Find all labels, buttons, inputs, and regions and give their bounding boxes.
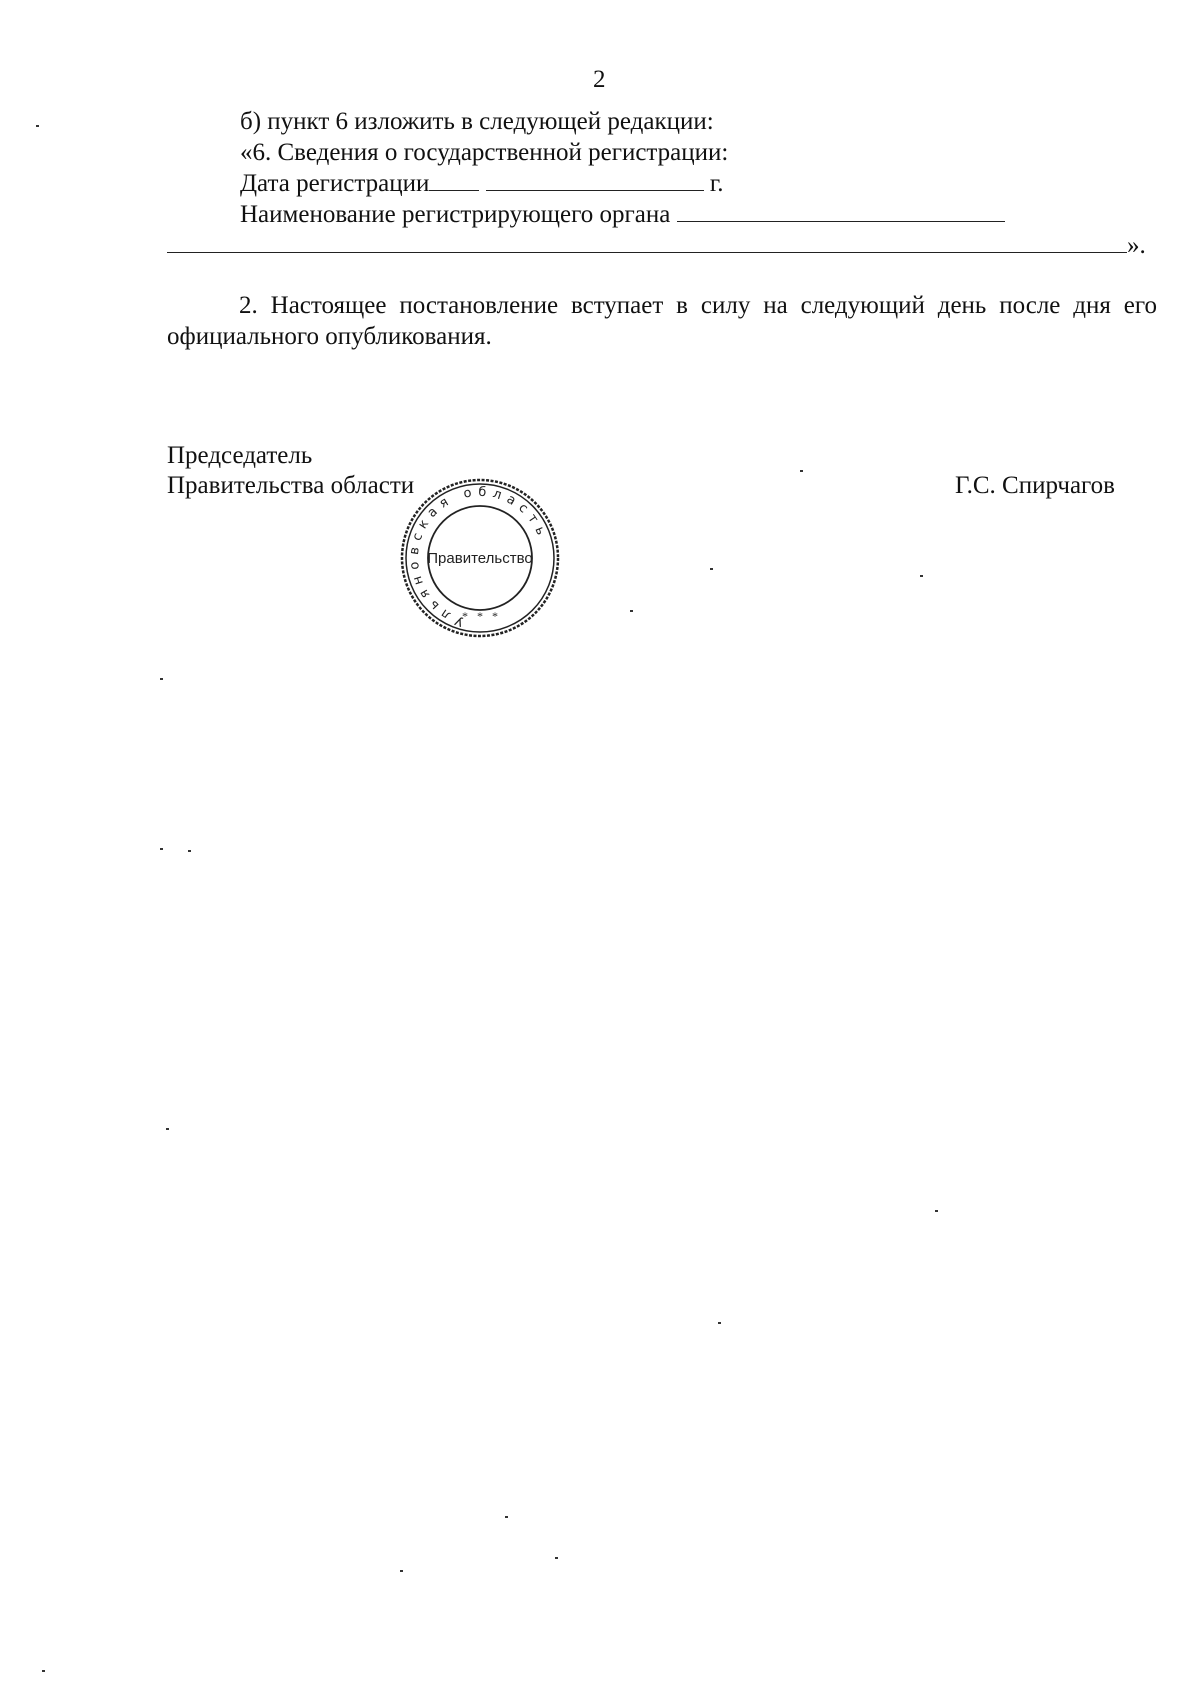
scan-speck — [42, 1670, 45, 1672]
page-number: 2 — [593, 66, 606, 93]
authority-blank-2 — [167, 230, 1127, 253]
stamp-center-text: Правительство — [427, 550, 533, 567]
amendment-line-1: б) пункт 6 изложить в следующей редакции: — [240, 108, 714, 135]
scan-speck — [400, 1570, 403, 1572]
authority-continuation-row — [167, 230, 1146, 261]
scan-speck — [800, 470, 803, 472]
registration-date-row — [240, 168, 724, 199]
scan-speck — [555, 1557, 558, 1559]
scan-speck — [188, 850, 191, 852]
amendment-line-2: «6. Сведения о государственной регистрации: — [240, 139, 729, 166]
paragraph-2: 2. Настоящее постановление вступает в силу на следующий день после дня его официального опубликования. — [167, 292, 1157, 350]
authority-row — [240, 199, 1005, 230]
authority-blank — [677, 199, 1005, 222]
scan-speck — [710, 568, 713, 570]
scan-speck — [36, 125, 39, 127]
scan-speck — [160, 848, 163, 850]
official-stamp — [390, 470, 570, 640]
signatory-name: Г.С. Спирчагов — [955, 472, 1115, 499]
date-day-blank — [429, 168, 479, 191]
stamp-stars: * * * — [462, 609, 498, 623]
scan-speck — [920, 575, 923, 577]
scan-speck — [935, 1210, 938, 1212]
scan-speck — [166, 1128, 169, 1130]
closing-quote: ». — [1127, 232, 1146, 259]
scan-speck — [505, 1516, 508, 1518]
date-month-blank — [486, 168, 704, 191]
signature-title-2: Правительства области — [167, 472, 415, 499]
scan-speck — [160, 678, 163, 680]
stamp-ring-text: Ульяновская область — [406, 484, 551, 629]
date-suffix: г. — [709, 170, 724, 197]
authority-label: Наименование регистрирующего органа — [240, 201, 671, 228]
signature-title-1: Председатель — [167, 442, 313, 469]
date-label: Дата регистрации — [240, 170, 430, 197]
scan-speck — [630, 610, 633, 612]
scan-speck — [718, 1322, 721, 1324]
